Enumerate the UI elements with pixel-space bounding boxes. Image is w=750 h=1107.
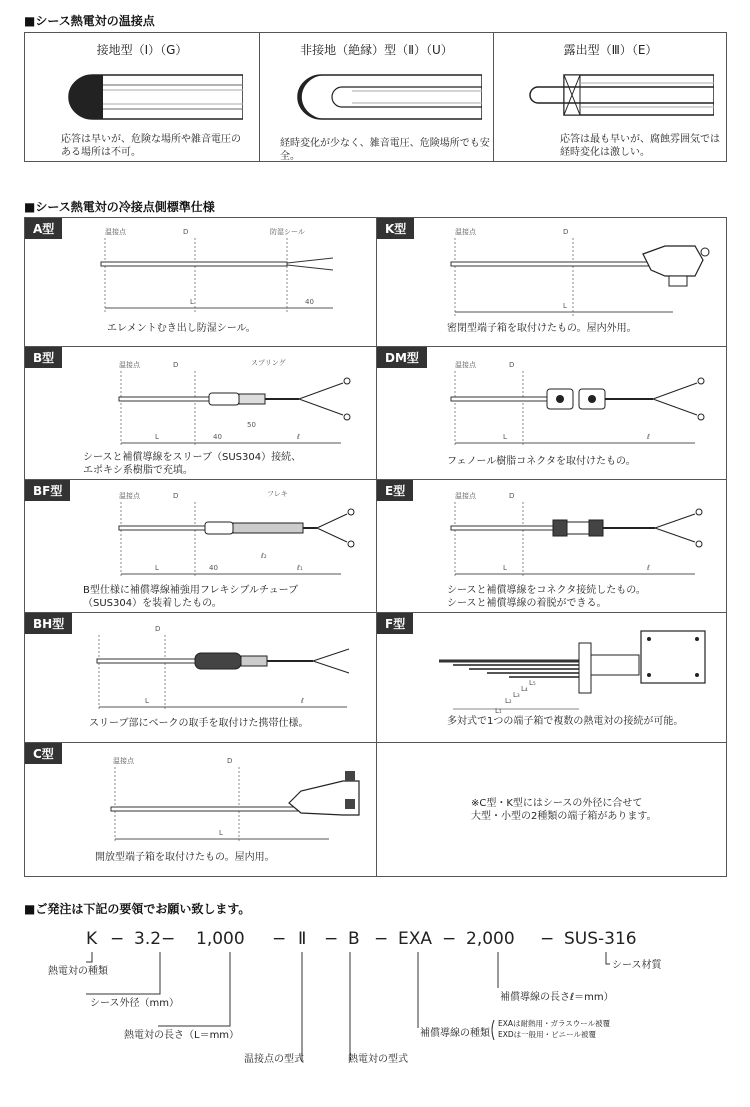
seal-label: 防湿シール <box>270 228 305 236</box>
svg-text:L₅: L₅ <box>529 679 536 687</box>
junction-grounded-title: 接地型（Ⅰ）（G） <box>96 43 188 57</box>
type-dm-desc: フェノール樹脂コネクタを取付けたもの。 <box>447 456 636 467</box>
code-comp-wire: EXA <box>398 929 433 949</box>
svg-text:L: L <box>219 829 223 837</box>
svg-text:温接点: 温接点 <box>119 492 140 500</box>
type-a-cell <box>25 218 376 346</box>
type-a-desc: エレメントむき出し防湿シール。 <box>107 323 256 334</box>
svg-text:40: 40 <box>209 564 218 572</box>
label-length: 熱電対の長さ（L＝mm） <box>124 1030 240 1041</box>
label-sheath-material: シース材質 <box>612 960 662 971</box>
svg-text:ℓ: ℓ <box>647 433 650 441</box>
hot-point-label: 温接点 <box>105 228 126 236</box>
code-comp-length: 2,000 <box>466 929 515 949</box>
type-e-tag: E型 <box>377 480 413 501</box>
code-length: 1,000 <box>196 929 245 949</box>
type-c-tag: C型 <box>25 743 62 764</box>
junction-exposed <box>494 33 727 161</box>
types-grid <box>24 217 727 877</box>
type-a-diagram <box>85 224 345 320</box>
type-k-desc: 密閉型端子箱を取付けたもの。屋内外用。 <box>447 323 637 334</box>
svg-text:D: D <box>563 228 569 236</box>
type-dm-cell <box>377 347 726 479</box>
type-f-desc: 多対式で1つの端子箱で複数の熱電対の接続が可能。 <box>447 716 684 727</box>
type-a-tag: A型 <box>25 218 62 239</box>
type-k-tag: K型 <box>377 218 414 239</box>
svg-text:温接点: 温接点 <box>119 361 140 369</box>
svg-text:−: − <box>272 929 287 949</box>
order-section-title: ■ご発注は下記の要領でお願い致します。 <box>24 902 251 916</box>
svg-text:−: − <box>540 929 555 949</box>
code-thermocouple-type: K <box>86 929 98 949</box>
type-f-diagram <box>429 617 719 715</box>
type-k-diagram <box>433 224 713 320</box>
svg-text:−: − <box>442 929 457 949</box>
junction-section-title: ■シース熱電対の温接点 <box>24 14 155 28</box>
type-b-cell <box>25 347 376 479</box>
svg-text:L: L <box>563 302 567 310</box>
svg-text:D: D <box>227 757 233 765</box>
label-sheath-diameter: シース外径（mm） <box>90 998 179 1009</box>
type-bf-diagram <box>85 484 365 582</box>
svg-text:スプリング: スプリング <box>251 359 286 367</box>
svg-text:フレキ: フレキ <box>267 490 288 498</box>
label-comp-wire-type: 補償導線の種類 <box>420 1028 490 1039</box>
type-dm-diagram <box>433 353 717 449</box>
type-bf-tag: BF型 <box>25 480 70 501</box>
code-form: B <box>348 929 360 949</box>
svg-text:L₃: L₃ <box>513 691 520 699</box>
type-k-cell <box>377 218 726 346</box>
type-e-diagram <box>433 484 717 582</box>
type-dm-tag: DM型 <box>377 347 427 368</box>
label-thermocouple-type: 熱電対の種類 <box>48 966 108 977</box>
svg-text:−: − <box>324 929 339 949</box>
svg-text:温接点: 温接点 <box>455 361 476 369</box>
svg-text:D: D <box>173 492 179 500</box>
svg-text:ℓ₁: ℓ₁ <box>297 564 303 572</box>
type-b-diagram <box>85 353 365 449</box>
svg-text:D: D <box>509 492 515 500</box>
svg-text:−: − <box>374 929 389 949</box>
label-junction-form: 温接点の型式 <box>244 1054 304 1065</box>
svg-text:L: L <box>503 433 507 441</box>
insulated-junction-illustration <box>292 71 482 123</box>
code-junction: Ⅱ <box>298 929 307 949</box>
svg-text:L₁: L₁ <box>495 707 502 715</box>
label-thermocouple-form: 熱電対の型式 <box>348 1054 408 1065</box>
label-comp-note-exa: EXAは耐熱用・ガラスウール被覆 <box>498 1019 611 1028</box>
grounded-junction-illustration <box>63 71 243 123</box>
type-c-cell <box>25 743 376 876</box>
type-c-diagram <box>89 751 369 847</box>
svg-text:温接点: 温接点 <box>455 228 476 236</box>
order-diagram <box>0 920 750 1107</box>
svg-text:D: D <box>509 361 515 369</box>
d-label: D <box>183 228 189 236</box>
type-c-desc: 開放型端子箱を取付けたもの。屋内用。 <box>95 852 275 863</box>
svg-text:温接点: 温接点 <box>455 492 476 500</box>
svg-text:D: D <box>155 625 161 633</box>
l-label: L <box>190 298 194 306</box>
type-f-tag: F型 <box>377 613 413 634</box>
type-bh-cell <box>25 613 376 742</box>
svg-text:−: − <box>110 929 125 949</box>
junction-grounded <box>25 33 259 161</box>
type-bf-cell <box>25 480 376 612</box>
svg-text:L: L <box>155 564 159 572</box>
code-material: SUS-316 <box>564 929 637 949</box>
svg-text:ℓ: ℓ <box>297 433 300 441</box>
size-note: ※C型・K型にはシースの外径に合せて 大型・小型の2種類の端子箱があります。 <box>471 798 657 822</box>
forty-label: 40 <box>305 298 314 306</box>
svg-text:温接点: 温接点 <box>113 757 134 765</box>
junction-grounded-desc: 応答は早いが、危険な場所や雑音電圧の ある場所は不可。 <box>61 134 241 158</box>
cold-section-title: ■シース熱電対の冷接点側標準仕様 <box>24 200 215 214</box>
junction-insulated-desc: 経時変化が少なく、雑音電圧、危険場所でも安全。 <box>280 138 490 162</box>
svg-text:L₂: L₂ <box>505 697 512 705</box>
exposed-junction-illustration <box>524 73 714 117</box>
svg-text:ℓ₂: ℓ₂ <box>261 552 267 560</box>
code-diameter: 3.2− <box>134 929 176 949</box>
type-bh-tag: BH型 <box>25 613 72 634</box>
type-bh-diagram <box>85 617 365 713</box>
svg-text:40: 40 <box>213 433 222 441</box>
type-bh-desc: スリーブ部にベークの取手を取付けた携帯仕様。 <box>89 718 309 729</box>
svg-text:L: L <box>503 564 507 572</box>
svg-text:L₄: L₄ <box>521 685 528 693</box>
label-comp-wire-length: 補償導線の長さℓ＝mm） <box>500 992 614 1003</box>
svg-text:D: D <box>173 361 179 369</box>
junction-exposed-desc: 応答は最も早いが、腐蝕雰囲気では 経時変化は激しい。 <box>560 134 720 158</box>
junction-exposed-title: 露出型（Ⅲ）（E） <box>563 43 658 57</box>
type-f-cell <box>377 613 726 742</box>
type-b-tag: B型 <box>25 347 62 368</box>
type-b-desc: シースと補償導線をスリーブ（SUS304）接続、 エポキシ系樹脂で充填。 <box>83 452 302 476</box>
label-comp-note-exd: EXDは一般用・ビニール被覆 <box>498 1030 597 1039</box>
svg-text:ℓ: ℓ <box>301 697 304 705</box>
svg-text:50: 50 <box>247 421 256 429</box>
svg-text:ℓ: ℓ <box>647 564 650 572</box>
junction-insulated <box>260 33 493 161</box>
type-e-desc: シースと補償導線をコネクタ接続したもの。 シースと補償導線の着脱ができる。 <box>447 585 646 609</box>
svg-text:L: L <box>145 697 149 705</box>
junction-insulated-title: 非接地（絶縁）型（Ⅱ）（U） <box>300 43 453 57</box>
type-e-cell <box>377 480 726 612</box>
svg-text:L: L <box>155 433 159 441</box>
note-cell <box>377 743 726 876</box>
junction-table <box>24 32 727 162</box>
type-bf-desc: B型仕様に補償導線補強用フレキシブルチューブ （SUS304）を装着したもの。 <box>83 585 299 609</box>
